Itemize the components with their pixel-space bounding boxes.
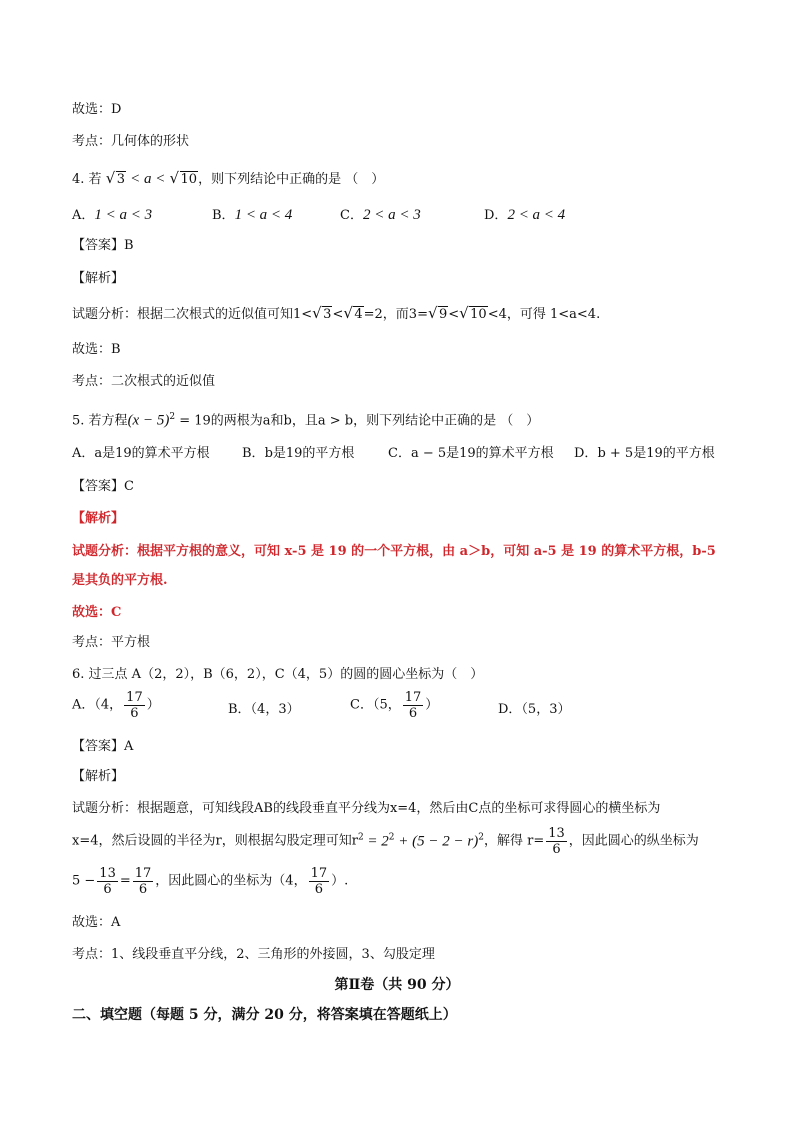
question-5-point: 考点：平方根 [72, 635, 151, 650]
question-5-stem: 5. 若方程$(x - 5)^2 = 19$的两根为a和b，且a > b，则下列结论中正确的是 （ ） [72, 412, 540, 429]
question-4-options [72, 206, 722, 226]
fraction: $\frac{17}{6}$ [404, 690, 422, 721]
question-4-stem [72, 170, 384, 189]
option-a: A．1 < a < 3 [72, 207, 153, 223]
fraction: $\frac{17}{6}$ [310, 866, 328, 897]
question-4-choose: 故选：B [72, 342, 121, 357]
inequality-middle: < a < [130, 171, 166, 187]
option-b: B．b是19的平方根 [242, 446, 355, 461]
option-d: D．（5，3） [498, 702, 571, 717]
question-5-answer: 【答案】C [72, 479, 134, 494]
sqrt-9: √ 9 [429, 306, 448, 324]
question-number: 5. [72, 413, 85, 429]
prev-answer: 故选：D [72, 102, 122, 117]
option-b: B．1 < a < 4 [212, 207, 293, 223]
prev-point: 考点：几何体的形状 [72, 134, 190, 149]
section-title: 第Ⅱ卷（共 90 分） [334, 977, 460, 993]
question-6-options [72, 690, 692, 730]
question-5-analysis-line-2: 是其负的平方根. [72, 573, 168, 588]
question-6-analysis-line-3: 5 − $\frac{13}{6}$ = $\frac{17}{6}$ ，因此圆心的坐标为（4， $\frac{17}{6}$ ）. [72, 866, 349, 897]
question-5-analysis-title: 【解析】 [72, 511, 125, 526]
question-6-analysis-line-1: 试题分析：根据题意，可知线段AB的线段垂直平分线为x=4，然后由C点的坐标可求得圆心的横坐标为 [72, 801, 661, 816]
question-4-analysis: 试题分析：根据二次根式的近似值可知1<√ 3<√ 4=2，而3=√ 9<√ 10<4，可得 1<a<4. [72, 306, 600, 324]
question-5-analysis-line-1: 试题分析：根据平方根的意义，可知 x-5 是 19 的一个平方根，由 a＞b，可知 a-5 是 19 的算术平方根，b-5 [72, 544, 716, 559]
equation: (x − 5) [127, 412, 170, 429]
fraction: $\frac{13}{6}$ [548, 826, 565, 857]
option-d: D．2 < a < 4 [484, 207, 566, 223]
question-number: 4. [72, 172, 85, 187]
sqrt-3: √ 3 [313, 306, 332, 324]
question-6-choose: 故选：A [72, 915, 121, 930]
fraction: $\frac{17}{6}$ [134, 866, 152, 897]
sqrt-4: √ 4 [344, 306, 363, 324]
stem-prefix: 若 [88, 172, 102, 187]
option-a: A．（4， $\frac{17}{6}$ ） [72, 690, 160, 721]
option-c: C．2 < a < 3 [340, 207, 421, 223]
option-a: A．a是19的算术平方根 [72, 446, 210, 461]
question-4-point: 考点：二次根式的近似值 [72, 374, 216, 389]
sqrt-10: √ 10 [171, 171, 199, 189]
sqrt-3: √ 3 [107, 171, 126, 189]
option-c: C．（5， $\frac{17}{6}$ ） [350, 690, 439, 721]
option-c: C．a − 5是19的算术平方根 [388, 446, 554, 461]
question-number: 6. [72, 667, 85, 682]
option-b: B．（4，3） [228, 702, 300, 717]
question-5-choose: 故选：C [72, 605, 122, 620]
fraction: $\frac{13}{6}$ [99, 866, 116, 897]
fraction: $\frac{17}{6}$ [126, 690, 143, 721]
question-6-analysis-title: 【解析】 [72, 769, 125, 784]
question-4-analysis-title: 【解析】 [72, 271, 125, 286]
option-d: D．b + 5是19的平方根 [574, 446, 715, 461]
section-heading: 二、填空题（每题 5 分，满分 20 分，将答案填在答题纸上） [72, 1007, 457, 1023]
question-6-answer: 【答案】A [72, 739, 134, 754]
question-5-options [72, 445, 732, 465]
stem-suffix: ，则下列结论中正确的是 （ ） [198, 172, 385, 187]
question-6-point: 考点：1、线段垂直平分线，2、三角形的外接圆，3、勾股定理 [72, 947, 435, 962]
question-4-answer: 【答案】B [72, 238, 134, 253]
sqrt-10: √ 10 [460, 306, 488, 324]
question-6-analysis-line-2: x=4，然后设圆的半径为r，则根据勾股定理可知$r^2 = 2^2 + (5 - 2 - r)^2$，解得 r= $\frac{13}{6}$ ，因此圆心的纵坐标为 [72, 826, 699, 857]
question-6-stem: 6. 过三点 A（2，2），B（6，2），C（4，5）的圆的圆心坐标为（ ） [72, 667, 484, 682]
